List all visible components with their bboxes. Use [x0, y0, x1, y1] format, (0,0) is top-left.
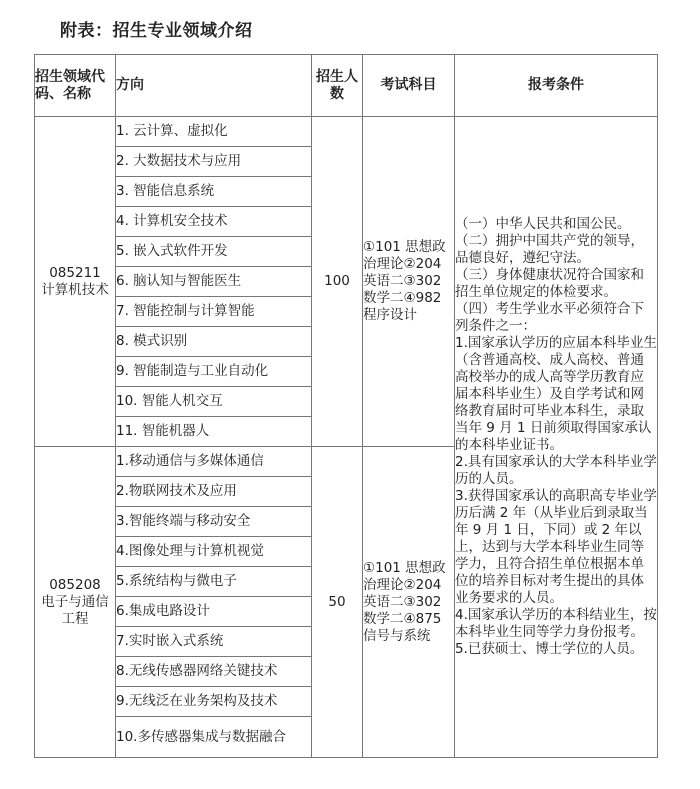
direction-item: 6.集成电路设计 — [116, 597, 312, 627]
direction-item: 3. 智能信息系统 — [116, 177, 312, 207]
condition-item: （一）中华人民共和国公民。 — [455, 216, 631, 232]
direction-item: 1. 云计算、虚拟化 — [116, 117, 312, 147]
direction-item: 6. 脑认知与智能医生 — [116, 267, 312, 297]
application-conditions — [455, 117, 658, 758]
enrollment-count: 50 — [312, 447, 363, 758]
header-subjects: 考试科目 — [363, 55, 455, 117]
page-title: 附表：招生专业领域介绍 — [60, 21, 253, 41]
direction-item: 1.移动通信与多媒体通信 — [116, 447, 312, 477]
direction-item: 10. 智能人机交互 — [116, 387, 312, 417]
direction-item: 5. 嵌入式软件开发 — [116, 237, 312, 267]
direction-item: 2.物联网技术及应用 — [116, 477, 312, 507]
exam-subjects: ①101 思想政治理论②204 英语二③302 数学二④875 信号与系统 — [363, 447, 455, 758]
direction-item: 8. 模式识别 — [116, 327, 312, 357]
exam-subjects: ①101 思想政治理论②204 英语二③302 数学二④982 程序设计 — [363, 117, 455, 447]
direction-item: 2. 大数据技术与应用 — [116, 147, 312, 177]
condition-item: 4.国家承认学历的本科结业生，按本科毕业生同等学力身份报考。 — [455, 607, 657, 640]
enrollment-count: 100 — [312, 117, 363, 447]
direction-item: 7. 智能控制与计算智能 — [116, 297, 312, 327]
admissions-table — [34, 54, 658, 758]
direction-item: 9.无线泛在业务架构及技术 — [116, 687, 312, 717]
field-code-name — [35, 117, 116, 447]
direction-item: 10.多传感器集成与数据融合 — [116, 717, 312, 758]
condition-item: （四）考生学业水平必须符合下列条件之一： — [455, 301, 644, 334]
direction-item: 5.系统结构与微电子 — [116, 567, 312, 597]
table-header-row — [35, 55, 658, 117]
header-code: 招生领域代码、名称 — [35, 55, 116, 117]
header-count: 招生人数 — [312, 55, 363, 117]
direction-item: 9. 智能制造与工业自动化 — [116, 357, 312, 387]
direction-item: 8.无线传感器网络关键技术 — [116, 657, 312, 687]
field-code: 085208 — [49, 576, 101, 593]
direction-item: 7.实时嵌入式系统 — [116, 627, 312, 657]
direction-item: 4.图像处理与计算机视觉 — [116, 537, 312, 567]
header-direction: 方向 — [116, 55, 312, 117]
direction-item: 11. 智能机器人 — [116, 417, 312, 447]
condition-item: 5.已获硕士、博士学位的人员。 — [455, 641, 644, 657]
header-conditions: 报考条件 — [455, 55, 658, 117]
condition-item: 3.获得国家承认的高职高专毕业学历后满 2 年（从毕业后到录取当年 9 月 1 日，下同）或 2 年以上，达到与大学本科毕业生同等学力，且符合招生单位根据本单位的培养目标对考生提出的具体业务要求的人员。 — [455, 488, 657, 606]
field-name: 计算机技术 — [41, 281, 109, 298]
field-code-name — [35, 447, 116, 758]
condition-item: （二）拥护中国共产党的领导，品德良好，遵纪守法。 — [455, 233, 644, 266]
condition-item: （三）身体健康状况符合国家和招生单位规定的体检要求。 — [455, 267, 644, 300]
condition-item: 2.具有国家承认的大学本科毕业学历的人员。 — [455, 454, 657, 487]
field-code: 085211 — [49, 264, 101, 281]
field-name: 电子与通信工程 — [41, 593, 109, 627]
table-row — [35, 117, 658, 147]
direction-item: 3.智能终端与移动安全 — [116, 507, 312, 537]
condition-item: 1.国家承认学历的应届本科毕业生（含普通高校、成人高校、普通高校举办的成人高等学历教育应届本科毕业生）及自学考试和网络教育届时可毕业本科生，录取当年 9 月 1 日前须取得国家承认的本科毕业证书。 — [455, 335, 657, 453]
direction-item: 4. 计算机安全技术 — [116, 207, 312, 237]
